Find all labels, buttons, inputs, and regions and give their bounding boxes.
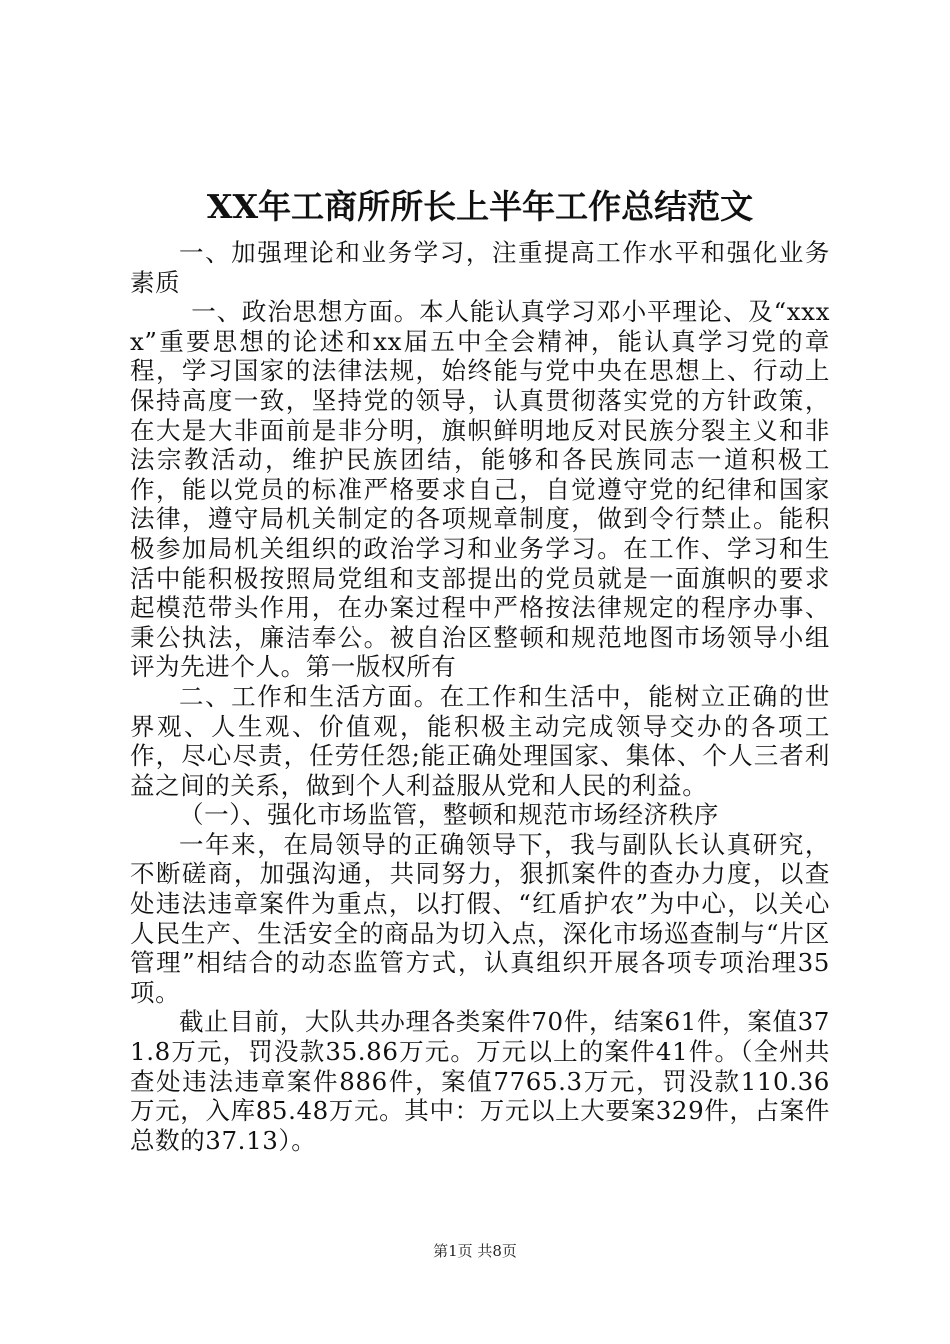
document-title: XX年工商所所长上半年工作总结范文 [206, 187, 754, 226]
paragraph-market-supervision: 一年来，在局领导的正确领导下，我与副队长认真研究，不断磋商，加强沟通，共同努力，狠抓案件的查办力度，以查处违法违章案件为重点，以打假、“红盾护农”为中心，以关心人民生产、生活安全的商品为切入点，深化市场巡查制与“片区管理”相结合的动态监管方式，认真组织开展各项专项治理35项。 [130, 829, 830, 1007]
document-page [130, 182, 830, 1155]
paragraph-work-life: 二、工作和生活方面。在工作和生活中，能树立正确的世界观、人生观、价值观，能积极主动完成领导交办的各项工作，尽心尽责，任劳任怨;能正确处理国家、集体、个人三者利益之间的关系，做到个人利益服从党和人民的利益。 [130, 681, 830, 800]
page-footer: 第1页 共8页 [433, 1242, 517, 1260]
section-heading: 一、加强理论和业务学习，注重提高工作水平和强化业务素质 [130, 238, 830, 297]
subsection-heading: （一）、强化市场监管，整顿和规范市场经济秩序 [179, 800, 719, 830]
paragraph-case-statistics: 截止目前，大队共办理各类案件70件，结案61件，案值371.8万元，罚没款35.86万元。万元以上的案件41件。（全州共查处违法违章案件886件，案值7765.3万元，罚没款110.36万元，入库85.48万元。其中：万元以上大要案329件，占案件总数的37.13）。 [130, 1007, 830, 1155]
paragraph-political: 一、政治思想方面。本人能认真学习邓小平理论、及“xxxx”重要思想的论述和xx届五中全会精神，能认真学习党的章程，学习国家的法律法规，始终能与党中央在思想上、行动上保持高度一致，坚持党的领导，认真贯彻落实党的方针政策，在大是大非面前是非分明，旗帜鲜明地反对民族分裂主义和非法宗教活动，维护民族团结，能够和各民族同志一道积极工作，能以党员的标准严格要求自己，自觉遵守党的纪律和国家法律，遵守局机关制定的各项规章制度，做到令行禁止。能积极参加局机关组织的政治学习和业务学习。在工作、学习和生活中能积极按照局党组和支部提出的党员就是一面旗帜的要求起模范带头作用，在办案过程中严格按法律规定的程序办事、秉公执法，廉洁奉公。被自治区整顿和规范地图市场领导小组评为先进个人。第一版权所有 [130, 297, 830, 682]
